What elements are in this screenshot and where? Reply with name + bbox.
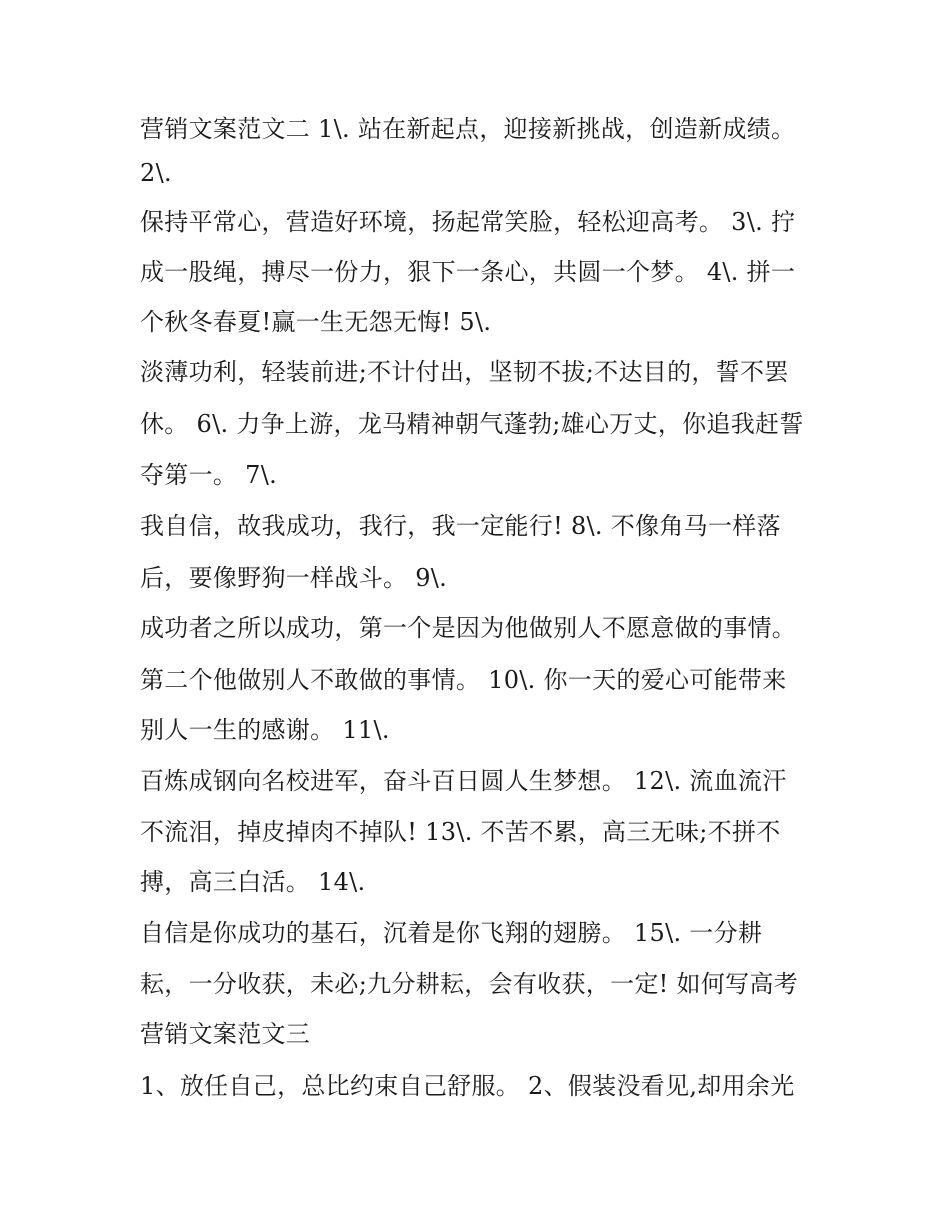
text-line: 不流泪，掉皮掉肉不掉队! 13\. 不苦不累，高三无味;不拼不 [140, 818, 781, 846]
text-line: 1、放任自己，总比约束自己舒服。 2、假装没看见,却用余光 [140, 1072, 795, 1100]
text-line: 个秋冬春夏!赢一生无怨无悔! 5\. [140, 308, 492, 336]
text-line: 2\. [140, 159, 172, 187]
text-line: 别人一生的感谢。 11\. [140, 716, 390, 744]
text-line: 后，要像野狗一样战斗。 9\. [140, 564, 448, 592]
text-line: 耘，一分收获，未必;九分耕耘，会有收获，一定! 如何写高考 [140, 970, 799, 998]
text-line: 营销文案范文三 [140, 1020, 311, 1048]
text-line: 休。 6\. 力争上游，龙马精神朝气蓬勃;雄心万丈，你追我赶誓 [140, 410, 804, 438]
text-line: 夺第一。 7\. [140, 461, 278, 489]
text-line: 淡薄功利，轻装前进;不计付出，坚韧不拔;不达目的，誓不罢 [140, 358, 789, 386]
text-line: 百炼成钢向名校进军，奋斗百日圆人生梦想。 12\. 流血流汗 [140, 767, 787, 795]
text-line: 营销文案范文二 1\. 站在新起点，迎接新挑战，创造新成绩。 [140, 115, 796, 143]
text-line: 成功者之所以成功，第一个是因为他做别人不愿意做的事情。 [140, 614, 797, 642]
text-line: 自信是你成功的基石，沉着是你飞翔的翅膀。 15\. 一分耕 [140, 919, 763, 947]
text-line: 第二个他做别人不敢做的事情。 10\. 你一天的爱心可能带来 [140, 666, 787, 694]
text-line: 搏，高三白活。 14\. [140, 868, 366, 896]
text-line: 我自信，故我成功，我行，我一定能行! 8\. 不像角马一样落 [140, 512, 781, 540]
text-line: 保持平常心，营造好环境，扬起常笑脸，轻松迎高考。 3\. 拧 [140, 208, 796, 236]
text-line: 成一股绳，搏尽一份力，狠下一条心，共圆一个梦。 4\. 拼一 [140, 258, 796, 286]
